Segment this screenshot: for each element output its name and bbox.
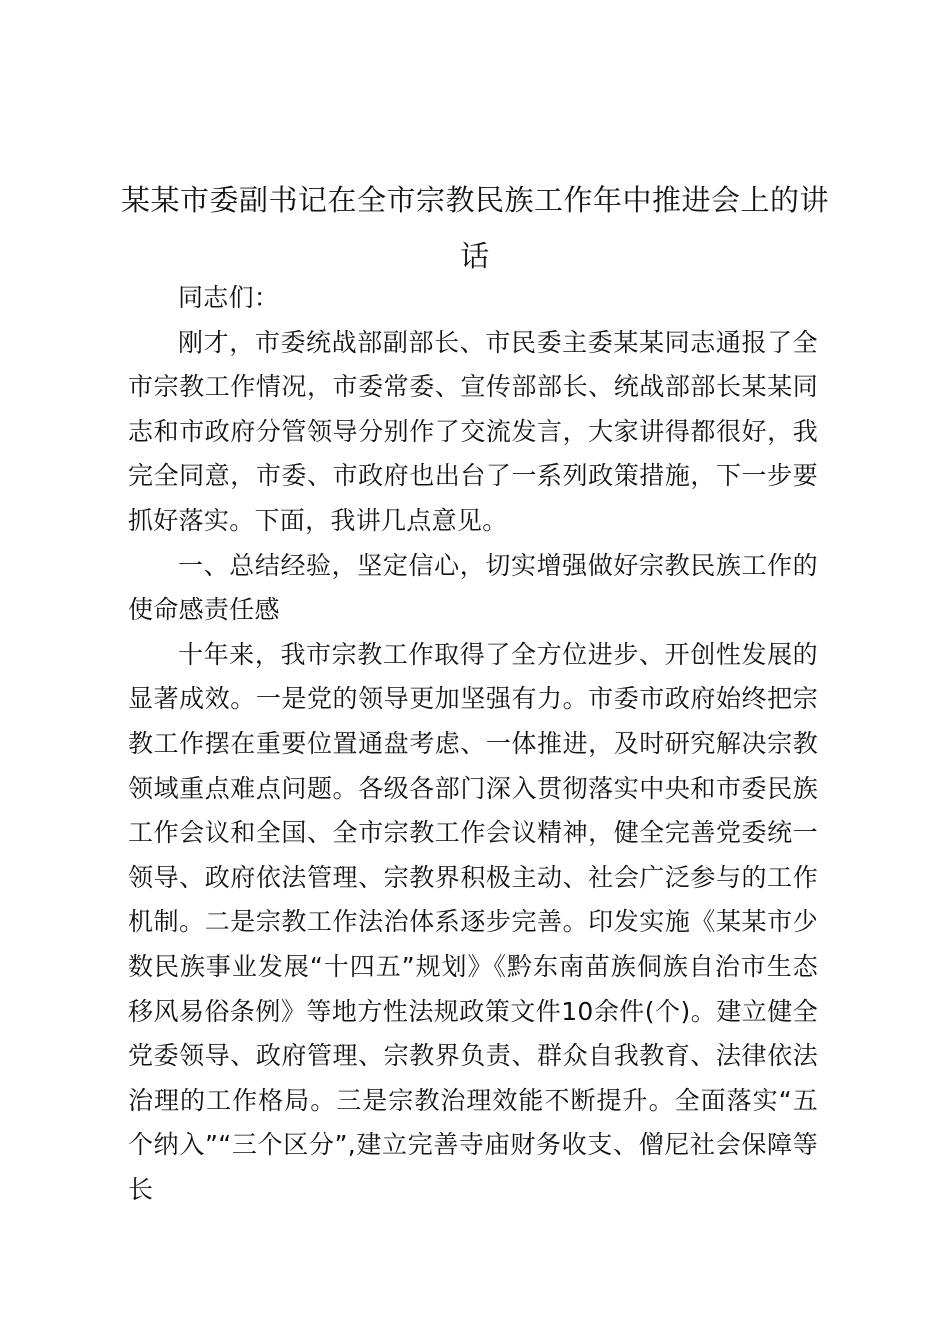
paragraph-opening: 刚才，市委统战部副部长、市民委主委某某同志通报了全市宗教工作情况，市委常委、宣传部部长、统战部部长某某同志和市政府分管领导分别作了交流发言，大家讲得都很好，我完全同意，市委、市政府也出台了一系列政策措施，下一步要抓好落实。下面，我讲几点意见。 — [128, 327, 818, 535]
salutation: 同志们： — [178, 283, 280, 312]
section-heading-1: 一、总结经验，坚定信心，切实增强做好宗教民族工作的使命感责任感 — [128, 550, 818, 625]
document-title: 某某市委副书记在全市宗教民族工作年中推进会上的讲话 — [120, 183, 829, 273]
document-body — [128, 276, 818, 1212]
paragraph-achievements: 十年来，我市宗教工作取得了全方位进步、开创性发展的显著成效。一是党的领导更加坚强有力。市委市政府始终把宗教工作摆在重要位置通盘考虑、一体推进，及时研究解决宗教领域重点难点问题。各级各部门深入贯彻落实中央和市委民族工作会议和全国、全市宗教工作会议精神，健全完善党委统一领导、政府依法管理、宗教界积极主动、社会广泛参与的工作机制。二是宗教工作法治体系逐步完善。印发实施《某某市少数民族事业发展“十四五”规划》《黔东南苗族侗族自治市生态移风易俗条例》等地方性法规政策文件10余件(个)。建立健全党委领导、政府管理、宗教界负责、群众自我教育、法律依法治理的工作格局。三是宗教治理效能不断提升。全面落实“五个纳入”“三个区分”,建立完善寺庙财务收支、僧尼社会保障等长 — [128, 639, 818, 1204]
